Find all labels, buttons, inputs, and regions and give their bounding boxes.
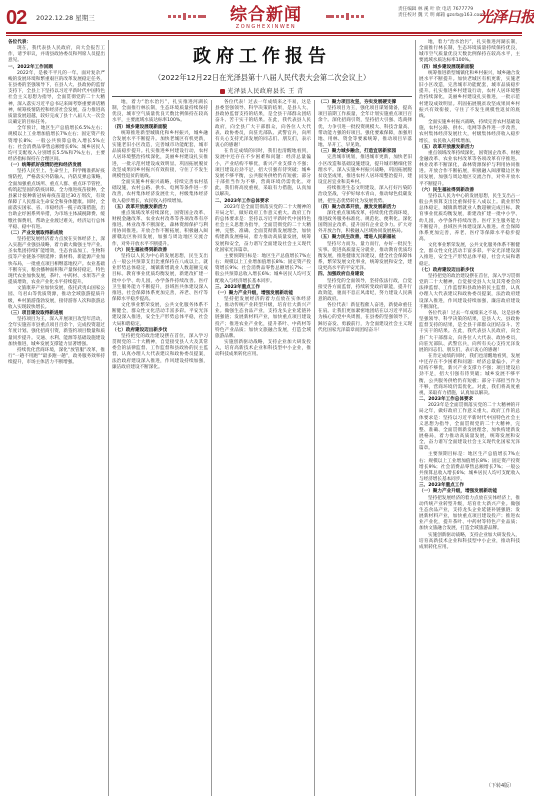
body-paragraph: 全年预计，地区生产总值增长6.5%左右；规模以上工业增加值增长7%左右；固定资产投资增长8%；一般公共预算总收入增长5%左右；社会消费品零售总额增长6%；城乡居民人均可支配收入分别增长5.5%和7%左右，主要经济指标保持在合理区间。 <box>8 126 105 162</box>
body-paragraph: 持续优化营商环境，深化“放管服”改革，推行“一趟不用跑”“最多跑一趟”，政务服务效率持续提升，市场主体活力不断增强。 <box>8 347 105 366</box>
body-paragraph: 2023年是全面贯彻落实党的二十大精神的开局之年，做好政府工作意义重大。政府工作的总体要求是：坚持以习近平新时代中国特色社会主义思想为指导，全面贯彻党的二十大精神，完整、准确、全面贯彻新发展理念，加快构建新发展格局，着力推动高质量发展，统筹发展和安全，奋力谱写全面建设社会主义现代化国家光泽篇章。 <box>419 403 520 452</box>
article-title-block <box>112 38 412 95</box>
body-paragraph: 现在，我代表县人民政府，向大会报告工作，请予审议，并请县政协委员和列席人员提出意见。 <box>8 46 105 64</box>
body-paragraph: 在肯定成绩的同时，我们也清醒地看到，发展中还存在不少困难和问题：经济总量偏小，产业结构不够优，新兴产业支撑力不强；项目建设后劲不足，招大引强有待突破；城乡发展不够平衡，公共服务供给仍有短板；部分干部担当作为不够，营商环境仍需优化。对此，我们将高度重视，采取有力措施，认真加以解决。 <box>215 149 311 198</box>
masthead <box>6 5 534 32</box>
body-paragraph: 文旅康养产业加快发展，依托武夷山国家公园、乌君山等优质资源，推动全域旅游提质升级，乡村旅游蓬勃发展，接待游客人次和旅游总收入实现较快增长。 <box>8 286 105 310</box>
body-paragraph: 坚持项目为王，强化项目谋划储备，提高项目前期工作质量，全年计划实施重点项目百余个。深化招商引资，坚持招大引强、选商择优，力争引进一批投资规模大、科技含量高、带动能力强的好项目。强化要素保障，加强用地、用林、资金等要素统筹，推动项目早落地、早开工、早见效。 <box>318 106 412 149</box>
editor-line-2: 责任校对 魏 天 明 邮箱 gzsrb@163.com <box>398 13 484 19</box>
column-divider <box>415 40 416 796</box>
body-paragraph: 坚持把党的政治建设摆在首位，深入学习贯彻党的二十大精神，自觉接受县人大及其常委会的法律监督、工作监督和县政协的民主监督，认真办理人大代表建议和政协委员提案，法治政府建设深入推进，作风建设持续加强，廉洁政府建设不断深化。 <box>112 333 208 370</box>
section-heading: （四）城乡建设展现新面貌 <box>112 124 168 130</box>
body-paragraph: 全面实施乡村振兴战略，持续完善农村基础设施，农村公路、供水、电网等条件进一步改善，农村集体经济发展壮大，村级集体经济收入稳步增长，农民收入持续增加。 <box>112 180 208 204</box>
newspaper-logo: 光泽日报 <box>478 8 534 26</box>
text-column-2 <box>112 100 208 796</box>
section-heading: （五）改革开放激发新活力 <box>419 144 475 150</box>
editor-info <box>398 7 484 19</box>
text-column-5 <box>419 40 520 780</box>
section-heading: （六）民生福祉得到新改善 <box>112 247 168 253</box>
body-paragraph: 主要预期目标是：地区生产总值增长7%左右；规模以上工业增加值增长8%；固定资产投资增长9%；社会消费品零售总额增长7%；一般公共预算总收入增长6%；城乡居民人均可支配收入与经济增长基本同步。 <box>419 452 520 483</box>
column-divider <box>211 100 212 796</box>
section-heading: （六）民生福祉得到新改善 <box>419 187 475 193</box>
body-paragraph: 坚持以人民为中心的发展思想，民生支出占一般公共预算支出比重保持在八成以上。就业形势总体稳定，城镇新增就业人数超额完成目标。教育事业优质均衡发展，新建改扩建一批中小学、幼儿园，办学条件持续改善。医疗卫生服务能力不断提升，县域医共体建设深入推进。社会保障体系更加完善，养老、医疗等保障水平稳步提高。 <box>419 193 520 242</box>
body-paragraph: 深化重点领域改革，持续优化营商环境，推进政务服务标准化、规范化、便利化。深化国资国企改革，提升国有企业竞争力。扩大对外开放合作，积极融入区域协同发展格局。 <box>318 210 412 235</box>
body-paragraph: 坚持把发展经济的着力点放在实体经济上，推动传统产业转型升级，培育壮大新兴产业。做强生态食品产业，支持龙头企业延链补链强链；发展新材料产业，加快重点项目建设投产；推进农业产业化，提升茶叶、中药材等特色产业品质；加快文旅融合发展，打造全域旅游品牌。 <box>419 495 520 532</box>
column-divider <box>314 100 315 796</box>
section-header <box>210 6 322 30</box>
subheadline: （2022年12月22日在光泽县第十八届人民代表大会第二次会议上） <box>153 73 371 82</box>
body-paragraph: 2022年，是极不平凡的一年。面对复杂严峻的发展环境和繁重艰巨的改革发展稳定任务，在县委的坚强领导下，在县人大、县政协的监督支持下，全县上下坚持以习近平新时代中国特色社会主义思想为指导，全面贯彻党的二十大精神，深入落实习近平总书记来闽考察重要讲话精神，统筹疫情防控和经济社会发展，奋力推进高质量发展超越，较好完成了县十八届人大一次会议确定的目标任务。 <box>8 70 105 126</box>
continued-note: （下转4版） <box>486 783 515 789</box>
issue-date: 2022.12.28 星期三 <box>36 14 95 22</box>
body-paragraph: 坚持以人民为中心的发展思想，民生支出占一般公共预算支出比重保持在八成以上。就业形势总体稳定，城镇新增就业人数超额完成目标。教育事业优质均衡发展，新建改扩建一批中小学、幼儿园，办学条件持续改善。医疗卫生服务能力不断提升，县域医共体建设深入推进。社会保障体系更加完善，养老、医疗等保障水平稳步提高。 <box>112 253 208 302</box>
body-paragraph: 地，着力“治水治污”，扎实推进河湖长制，全面推行林长制，生态环境质量持续保持优良，城市空气质量优良天数比例保持在较高水平，主要流域水质达标率100%。 <box>419 40 520 64</box>
text-column-3 <box>215 100 311 796</box>
page-number: 02 <box>6 7 27 29</box>
body-paragraph: 重点领域改革持续深化，国资国企改革、财税金融改革、农业农村改革等各项改革有序推进。林业改革不断深化，森林资源保护与利用协同推进。开放合作不断拓展，积极融入闽浙赣边区协同发展，加强与周边地区交流合作，对外开放水平不断提升。 <box>419 150 520 187</box>
text-column-4 <box>318 100 412 796</box>
body-paragraph: 坚持人民至上、生命至上，科学精准抓好疫情防控，严格落实外防输入、内防反弹总策略，全面加强重点场所、重点人群、重点环节管控，构筑起坚固的防疫屏障。全力推进疫苗接种，全县累计接种新冠病毒疫苗超过30万剂次，有效保障了人民群众生命安全和身体健康。同时，全面落实国家、省、市稳经济一揽子政策措施，出台助企纾困系列举措，为市场主体减税降费、缓缴社保费用，帮助企业渡过难关，经济运行总体平稳、稳中有进。 <box>8 169 105 230</box>
section-heading: （一）统筹抓好疫情防控和经济发展 <box>8 163 82 169</box>
body-paragraph: 文化事业繁荣发展，公共文化服务体系不断健全，群众性文化活动丰富多彩。平安光泽建设深入推进，安全生产形势总体平稳，社会大局和谐稳定。 <box>419 243 520 267</box>
section-heading: 一、2022年工作回顾 <box>8 64 53 70</box>
body-paragraph: 重点领域改革持续深化，国资国企改革、财税金融改革、农业农村改革等各项改革有序推进。林业改革不断深化，森林资源保护与利用协同推进。开放合作不断拓展，积极融入闽浙赣边区协同发展，加强与周边地区交流合作，对外开放水平不断提升。 <box>112 210 208 247</box>
body-paragraph: 在肯定成绩的同时，我们也清醒地看到，发展中还存在不少困难和问题：经济总量偏小，产业结构不够优，新兴产业支撑力不强；项目建设后劲不足，招大引强有待突破；城乡发展不够平衡，公共服务供给仍有短板；部分干部担当作为不够，营商环境仍需优化。对此，我们将高度重视，采取有力措施，认真加以解决。 <box>419 353 520 396</box>
section-heading: （二）产业发展取得新成效 <box>8 230 64 236</box>
section-heading: （三）项目建设取得新进展 <box>8 310 64 316</box>
section-heading: （五）聚力民生改善，增进人民新福祉 <box>318 235 397 241</box>
section-heading: （三）聚力城乡融合，打造宜居新家园 <box>318 149 397 155</box>
section-heading: （四）城乡建设展现新面貌 <box>419 64 475 70</box>
body-paragraph: 坚持把发展经济着力点放在实体经济上，深入实施产业强县战略，着力做大做强主导产业。圣农集团持续扩能增效，生态食品加工、生物科技等产业链条不断延伸；新材料、新能源产业加快布局，一批重点项目相继落地投产。农业基础不断夯实，粮食播种面积和产量保持稳定，特色现代农业加快发展，茶叶、中药材、水果等产业提质增效，农业产业化水平持续提升。 <box>8 237 105 286</box>
byline-text: 光泽县人民政府县长 王 青 <box>227 88 304 95</box>
section-heading: （五）改革开放激发新活力 <box>112 204 168 210</box>
body-paragraph: 坚持尽力而为、量力而行，办好一批民生实事。促进高质量充分就业，推动教育优质均衡发展，推进健康光泽建设，健全社会保障体系，繁荣发展文化事业，统筹发展和安全，建设更高水平的平安光泽。 <box>318 241 412 272</box>
body-paragraph: 坚持把党的政治建设摆在首位，深入学习贯彻党的二十大精神，自觉接受县人大及其常委会的法律监督、工作监督和县政协的民主监督，认真办理人大代表建议和政协委员提案，法治政府建设深入推进，作风建设持续加强，廉洁政府建设不断深化。 <box>419 273 520 310</box>
section-heading: （七）政府建设迈出新步伐 <box>112 327 168 333</box>
byline-marker-icon <box>220 89 225 94</box>
section-heading: 三、2023年重点工作 <box>215 284 260 290</box>
body-paragraph: 坚持项目为王，深入开展项目攻坚年活动，全年实施省市县重点项目百余个，完成投资超过年度计划。强化招商引资，新签约项目数量和质量同步提升。交通、水利、能源等基础设施建设加快推进，城乡发展支撑能力显著增强。 <box>8 317 105 347</box>
body-paragraph: 完善城市规划，推进城市更新，加快老旧小区改造和基础设施建设，提升城市精细化管理水平。深入实施乡村振兴战略，巩固拓展脱贫攻坚成果，推进农村人居环境整治提升，建设宜居宜业和美乡村。 <box>318 155 412 186</box>
body-paragraph: 各位代表！过去一年成绩来之不易，这是县委坚强领导、科学决策的结果，是县人大、县政协监督支持的结果，是全县干部群众团结奋斗、苦干实干的结果。在此，我代表县人民政府，向全县广大干部群众，向各位人大代表、政协委员，向驻光部队、武警官兵，向所有关心支持光泽发展的同志们、朋友们，表示衷心的感谢！ <box>215 100 311 149</box>
section-heading: 二、2023年工作总体要求 <box>215 198 270 204</box>
body-paragraph: 统筹推进新型城镇化和乡村振兴，城乡融合发展水平不断提升。加快老城区有机更新，实施老旧小区改造，完善城市功能配套，城市品质稳步提升。扎实推进乡村建设行动，农村人居环境整治持续深化，美丽乡村建设扎实推进，一批示范村建设成效明显。巩固拓展脱贫攻坚成果同乡村振兴有效衔接，守住了不发生规模性返贫的底线。 <box>112 130 208 179</box>
decorative-pattern-right-icon <box>326 10 364 24</box>
section-heading: （一）聚力产业升级，增强发展新动能 <box>419 489 498 495</box>
section-heading: 二、2023年工作总体要求 <box>419 397 474 403</box>
body-paragraph: 主要预期目标是：地区生产总值增长7%左右；规模以上工业增加值增长8%；固定资产投资增长9%；社会消费品零售总额增长7%；一般公共预算总收入增长6%；城乡居民人均可支配收入与经济增长基本同步。 <box>215 253 311 284</box>
body-paragraph: 统筹推进新型城镇化和乡村振兴，城乡融合发展水平不断提升。加快老城区有机更新，实施老旧小区改造，完善城市功能配套，城市品质稳步提升。扎实推进乡村建设行动，农村人居环境整治持续深化，美丽乡村建设扎实推进，一批示范村建设成效明显。巩固拓展脱贫攻坚成果同乡村振兴有效衔接，守住了不发生规模性返贫的底线。 <box>419 70 520 119</box>
body-paragraph: 持续推进生态文明建设，深入打好污染防治攻坚战，守护好绿水青山，推动绿色低碳发展，把生态优势转化为发展优势。 <box>318 186 412 204</box>
title-divider <box>112 96 412 97</box>
body-paragraph: 地，着力“治水治污”，扎实推进河湖长制，全面推行林长制，生态环境质量持续保持优良，城市空气质量优良天数比例保持在较高水平，主要流域水质达标率100%。 <box>112 100 208 124</box>
section-heading: 四、加强政府自身建设 <box>318 272 364 278</box>
masthead-rule <box>6 32 522 34</box>
body-paragraph: 实施创新驱动战略，支持企业加大研发投入，培育高新技术企业和科技型中小企业，推动科技成果转化应用。 <box>419 532 520 550</box>
section-heading: （七）政府建设迈出新步伐 <box>419 267 475 273</box>
section-heading: （二）聚力项目攻坚，夯实发展硬支撑 <box>318 100 397 105</box>
body-paragraph: 各位代表！新征程催人奋进，新使命重任在肩。让我们更加紧密地团结在以习近平同志为核心的党中央周围，在县委的坚强领导下，踔厉奋发、勇毅前行，为全面建设社会主义现代化国家光泽篇章而团结奋斗！ <box>318 303 412 333</box>
text-column-1 <box>8 40 105 796</box>
section-heading: 各位代表： <box>8 40 31 45</box>
body-paragraph: 坚持党的全面领导，坚持依法行政，自觉接受各方面监督，持续转变政府职能，提升行政效能，驰而不息正风肃纪，努力建设人民满意的政府。 <box>318 278 412 302</box>
body-paragraph: 2023年是全面贯彻落实党的二十大精神的开局之年，做好政府工作意义重大。政府工作的总体要求是：坚持以习近平新时代中国特色社会主义思想为指导，全面贯彻党的二十大精神，完整、准确、全面贯彻新发展理念，加快构建新发展格局，着力推动高质量发展，统筹发展和安全，奋力谱写全面建设社会主义现代化国家光泽篇章。 <box>215 204 311 253</box>
body-paragraph: 文化事业繁荣发展，公共文化服务体系不断健全，群众性文化活动丰富多彩。平安光泽建设深入推进，安全生产形势总体平稳，社会大局和谐稳定。 <box>112 303 208 327</box>
section-heading: （一）聚力产业升级，增强发展新动能 <box>215 290 294 296</box>
section-pinyin: ZONGHEXINWEN <box>235 24 297 30</box>
masthead-rule-thin <box>6 35 522 36</box>
section-heading: 三、2023年重点工作 <box>419 483 464 489</box>
section-heading: （四）聚力改革开放，激发发展新活力 <box>318 204 397 210</box>
section-title: 综合新闻 <box>230 5 302 25</box>
body-paragraph: 各位代表！过去一年成绩来之不易，这是县委坚强领导、科学决策的结果，是县人大、县政协监督支持的结果，是全县干部群众团结奋斗、苦干实干的结果。在此，我代表县人民政府，向全县广大干部群众，向各位人大代表、政协委员，向驻光部队、武警官兵，向所有关心支持光泽发展的同志们、朋友们，表示衷心的感谢！ <box>419 310 520 353</box>
body-paragraph: 实施创新驱动战略，支持企业加大研发投入，培育高新技术企业和科技型中小企业，推动科技成果转化应用。 <box>215 340 311 358</box>
editor-line-1: 责任编辑 林 溪 叶 欣 电话 7677779 <box>398 7 474 12</box>
headline: 政府工作报告 <box>193 46 331 67</box>
body-paragraph: 坚持把发展经济的着力点放在实体经济上，推动传统产业转型升级，培育壮大新兴产业。做强生态食品产业，支持龙头企业延链补链强链；发展新材料产业，加快重点项目建设投产；推进农业产业化，提升茶叶、中药材等特色产业品质；加快文旅融合发展，打造全域旅游品牌。 <box>215 297 311 339</box>
decorative-pattern-left-icon <box>168 10 206 24</box>
body-paragraph: 全面实施乡村振兴战略，持续完善农村基础设施，农村公路、供水、电网等条件进一步改善，农村集体经济发展壮大，村级集体经济收入稳步增长，农民收入持续增加。 <box>419 120 520 144</box>
column-divider <box>108 40 109 796</box>
byline <box>112 86 412 95</box>
